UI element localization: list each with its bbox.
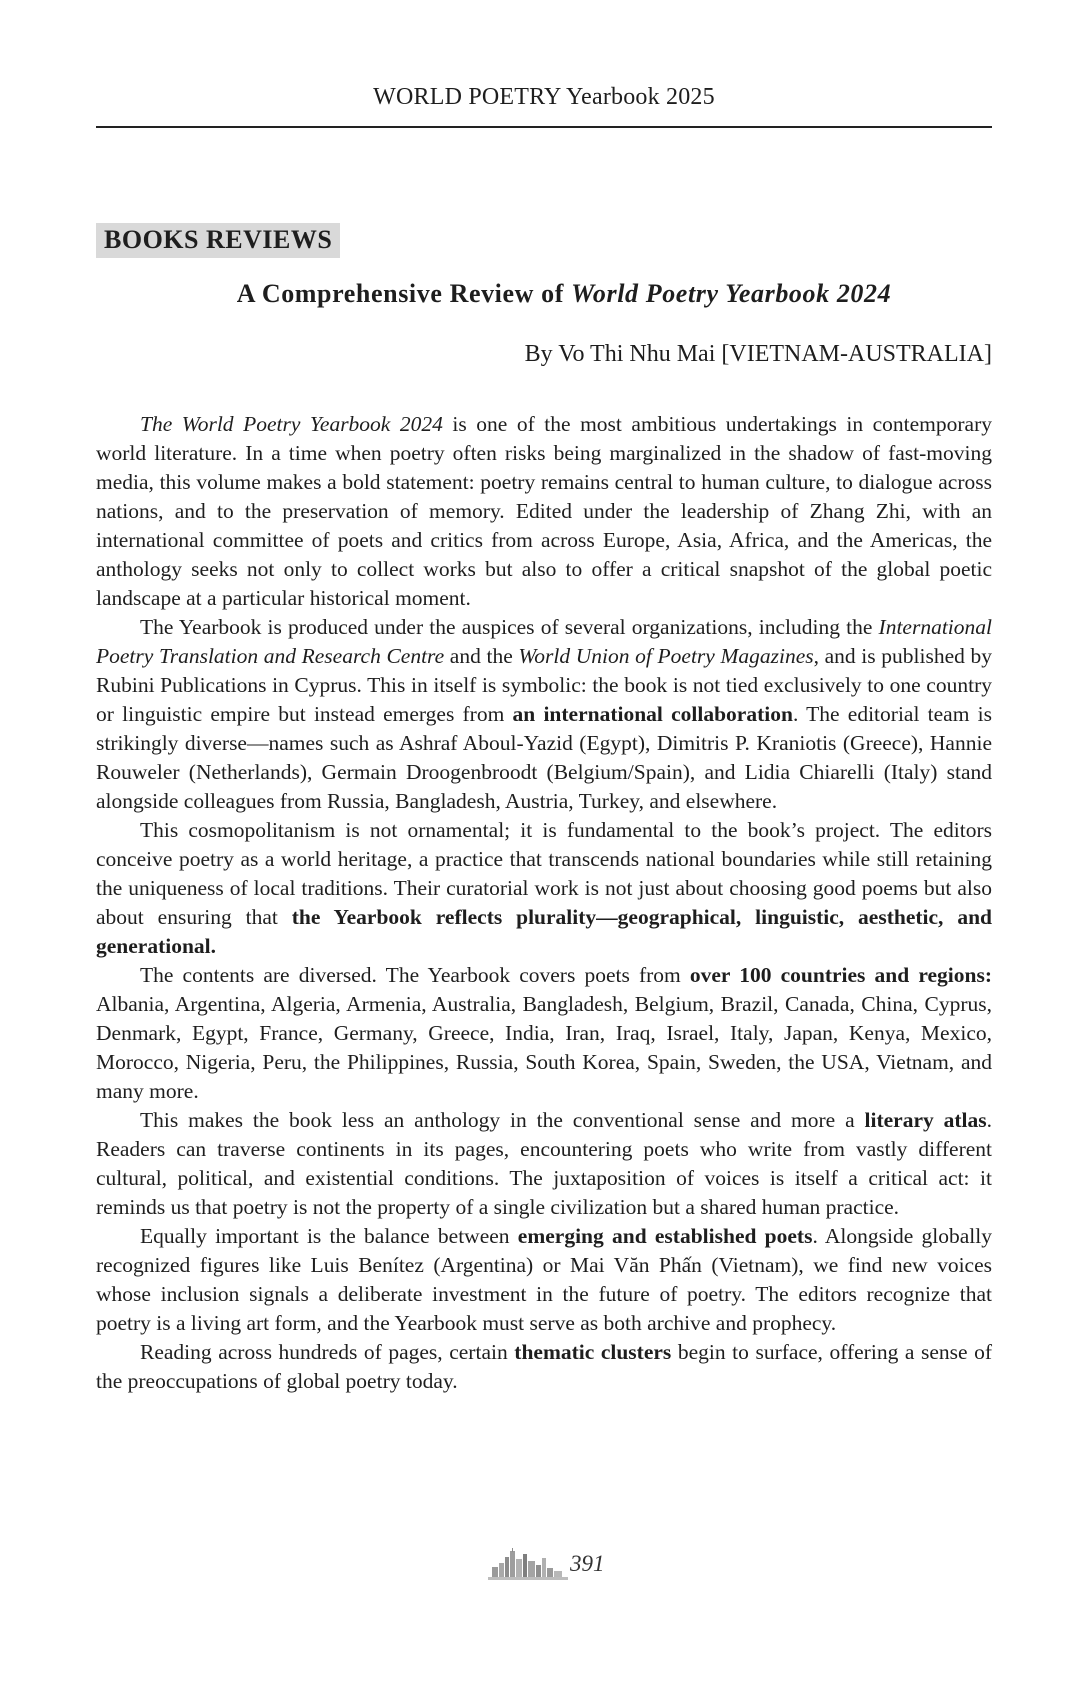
paragraph-text: Reading across hundreds of pages, certain [140, 1340, 515, 1364]
city-skyline-icon [488, 1547, 568, 1581]
paragraph-text: and the [444, 644, 519, 668]
emphasis-bold: literary atlas [864, 1108, 987, 1132]
paragraph-1 [96, 410, 992, 613]
emphasis-bold: thematic clusters [514, 1340, 672, 1364]
paragraph-text: Equally important is the balance between [140, 1224, 518, 1248]
paragraph-text: is one of the most ambitious undertakings in contemporary world literature. In a time when poetry often risks being marginalized in the shadow of fast-moving media, this volume makes a bold statement: poetry remains central to human culture, to dialogue across nations, and to the preservation of memory. Edited under the leadership of Zhang Zhi, with an international committee of poets and critics from across Europe, Asia, Africa, and the Americas, the anthology seeks not only to collect works but also to offer a critical snapshot of the global poetic landscape at a particular historical moment. [96, 412, 992, 610]
paragraph-5 [96, 1106, 992, 1222]
book-title-italic: The World Poetry Yearbook 2024 [140, 412, 443, 436]
org-name-italic: International Poetry Translation and Research Centre [96, 615, 992, 668]
paragraph-6 [96, 1222, 992, 1338]
article-body [96, 410, 992, 1396]
article-title-prefix: A Comprehensive Review of [236, 279, 572, 308]
paragraph-7 [96, 1338, 992, 1396]
paragraph-text: . Readers can traverse continents in its pages, encountering poets who write from vastly different cultural, political, and existential conditions. The juxtaposition of voices is itself a critical act: it reminds us that poetry is not the property of a single civilization but a shared human practice. [96, 1108, 992, 1219]
byline: By Vo Thi Nhu Mai [VIETNAM-AUSTRALIA] [524, 341, 992, 367]
header-rule [96, 126, 992, 128]
paragraph-text: The contents are diversed. The Yearbook covers poets from [140, 963, 690, 987]
emphasis-bold: an international collaboration [512, 702, 793, 726]
emphasis-bold: over 100 countries and regions: [689, 963, 992, 987]
running-header: WORLD POETRY Yearbook 2025 [373, 84, 715, 110]
article-title [96, 279, 992, 309]
page-number: 391 [570, 1551, 605, 1576]
paragraph-text: begin to surface, offering a sense of the preoccupations of global poetry today. [96, 1340, 993, 1393]
emphasis-bold: emerging and established poets [517, 1224, 813, 1248]
paragraph-text: This makes the book less an anthology in the conventional sense and more a [140, 1108, 865, 1132]
paragraph-text: This cosmopolitanism is not ornamental; it is fundamental to the book’s project. The editors conceive poetry as a world heritage, a practice that transcends national boundaries while still retaining the uniqueness of local traditions. Their curatorial work is not just about choosing good poems but also about ensuring that [96, 818, 992, 929]
paragraph-text: , and is published by Rubini Publications in Cyprus. This in itself is symbolic: the book is not tied exclusively to one country or linguistic empire but instead emerges from [96, 644, 993, 726]
article-title-work: World Poetry Yearbook 2024 [571, 279, 892, 308]
paragraph-text: . The editorial team is strikingly diverse—names such as Ashraf Aboul-Yazid (Egypt), Dimitris P. Kraniotis (Greece), Hannie Rouweler (Netherlands), Germain Droogenbroodt (Belgium/Spain), and Lidia Chiarelli (Italy) stand alongside colleagues from Russia, Bangladesh, Austria, Turkey, and elsewhere. [96, 702, 992, 813]
emphasis-bold: the Yearbook reflects plurality—geographical, linguistic, aesthetic, and generational. [96, 905, 992, 958]
org-name-italic: World Union of Poetry Magazines [518, 644, 814, 668]
paragraph-text: . Alongside globally recognized figures like Luis Benítez (Argentina) or Mai Văn Phấn (Vietnam), we find new voices whose inclusion signals a deliberate investment in the future of poetry. The editors recognize that poetry is a living art form, and the Yearbook must serve as both archive and prophecy. [96, 1224, 992, 1335]
section-label: BOOKS REVIEWS [96, 223, 340, 258]
page-footer [0, 1547, 1080, 1587]
paragraph-4 [96, 961, 992, 1106]
paragraph-2 [96, 613, 992, 816]
paragraph-3 [96, 816, 992, 961]
paragraph-text: Albania, Argentina, Algeria, Armenia, Australia, Bangladesh, Belgium, Brazil, Canada, China, Cyprus, Denmark, Egypt, France, Germany, Greece, India, Iran, Iraq, Israel, Italy, Japan, Kenya, Mexico, Morocco, Nigeria, Peru, the Philippines, Russia, South Korea, Spain, Sweden, the USA, Vietnam, and many more. [96, 992, 992, 1103]
paragraph-text: The Yearbook is produced under the auspices of several organizations, including the [140, 615, 879, 639]
